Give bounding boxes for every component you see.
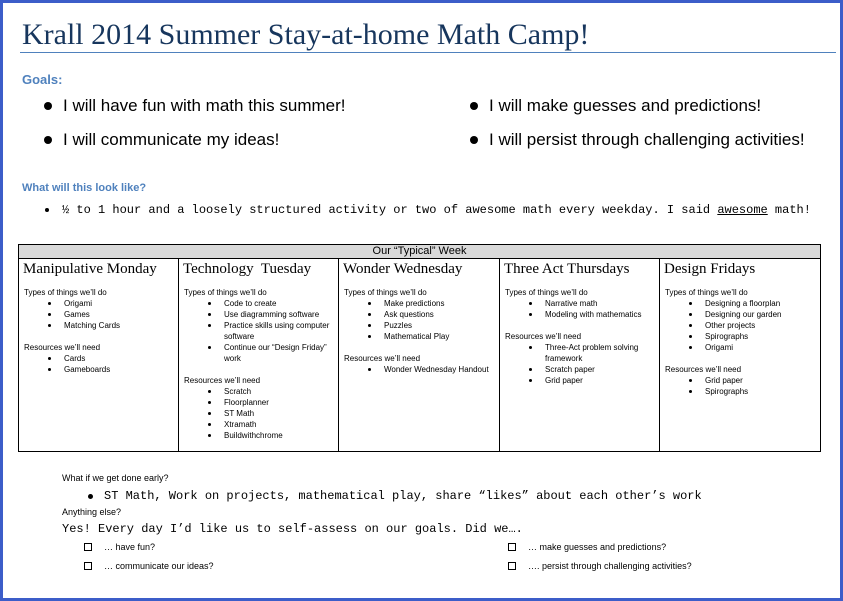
activity-item: Games	[64, 309, 174, 320]
checkbox[interactable]	[508, 562, 516, 570]
document-title: Krall 2014 Summer Stay-at-home Math Camp!	[22, 18, 590, 51]
activities-list	[545, 298, 655, 320]
self-check-label: … make guesses and predictions?	[528, 542, 667, 552]
activity-item: Puzzles	[384, 320, 494, 331]
resources-list	[545, 342, 655, 386]
resource-item: Buildwithchrome	[224, 430, 334, 441]
self-check-label: … communicate our ideas?	[104, 561, 214, 571]
goal-item	[470, 129, 805, 151]
bullet-icon	[44, 136, 52, 144]
activities-label: Types of things we’ll do	[184, 288, 267, 297]
anything-else-question: Anything else?	[62, 507, 122, 517]
resources-list	[64, 353, 174, 375]
resource-item: ST Math	[224, 408, 334, 419]
day-column-thursday	[500, 259, 660, 451]
resource-item: Xtramath	[224, 419, 334, 430]
self-check-item	[508, 541, 666, 553]
checkbox[interactable]	[84, 543, 92, 551]
activities-label: Types of things we’ll do	[665, 288, 748, 297]
self-check-item	[508, 560, 692, 572]
activity-item: Continue our “Design Friday” work	[224, 342, 334, 364]
activities-label: Types of things we’ll do	[344, 288, 427, 297]
activity-item: Make predictions	[384, 298, 494, 309]
bullet-icon	[44, 102, 52, 110]
day-title: Design Fridays	[664, 261, 756, 277]
look-like-text-end: math!	[767, 203, 811, 217]
resource-item: Three-Act problem solving framework	[545, 342, 655, 364]
resource-item: Wonder Wednesday Handout	[384, 364, 494, 375]
activity-item: Mathematical Play	[384, 331, 494, 342]
goal-item	[44, 95, 345, 117]
resources-list	[224, 386, 334, 441]
early-answer-text: ST Math, Work on projects, mathematical play, share “likes” about each other’s work	[104, 489, 702, 503]
activity-item: Matching Cards	[64, 320, 174, 331]
bullet-icon	[88, 494, 93, 499]
activity-item: Spirographs	[705, 331, 815, 342]
day-column-wednesday	[339, 259, 500, 451]
resources-label: Resources we’ll need	[505, 332, 582, 341]
look-like-heading: What will this look like?	[22, 182, 147, 194]
goal-text: I will have fun with math this summer!	[63, 96, 346, 115]
activity-item: Modeling with mathematics	[545, 309, 655, 320]
day-title: Three Act Thursdays	[504, 261, 630, 277]
resources-list	[705, 375, 815, 397]
table-body-row	[19, 259, 820, 451]
day-column-friday	[660, 259, 820, 451]
activity-item: Origami	[705, 342, 815, 353]
look-like-text-start: ½ to 1 hour and a loosely structured activity or two of awesome math every weekday. I said	[62, 203, 718, 217]
resources-label: Resources we’ll need	[344, 354, 421, 363]
activity-item: Other projects	[705, 320, 815, 331]
resource-item: Scratch	[224, 386, 334, 397]
resources-label: Resources we’ll need	[184, 376, 261, 385]
day-title: Manipulative Monday	[23, 261, 157, 277]
activity-item: Practice skills using computer software	[224, 320, 334, 342]
checkbox[interactable]	[508, 543, 516, 551]
goals-heading: Goals:	[22, 72, 63, 87]
activities-list	[705, 298, 815, 353]
look-like-bullet	[45, 202, 811, 218]
resource-item: Grid paper	[545, 375, 655, 386]
goal-item	[44, 129, 279, 151]
anything-else-answer: Yes! Every day I’d like us to self-assess on our goals. Did we….	[62, 522, 523, 536]
self-check-label: … have fun?	[104, 542, 156, 552]
typical-week-table	[18, 244, 821, 452]
emphasized-word: awesome	[717, 203, 768, 217]
resources-label: Resources we’ll need	[665, 365, 742, 374]
resources-label: Resources we’ll need	[24, 343, 101, 352]
day-column-monday	[19, 259, 179, 451]
bullet-icon	[45, 208, 49, 212]
activity-item: Code to create	[224, 298, 334, 309]
activity-item: Origami	[64, 298, 174, 309]
activity-item: Ask questions	[384, 309, 494, 320]
activity-item: Designing a floorplan	[705, 298, 815, 309]
resource-item: Floorplanner	[224, 397, 334, 408]
activities-list	[384, 298, 494, 342]
activity-item: Use diagramming software	[224, 309, 334, 320]
resource-item: Spirographs	[705, 386, 815, 397]
resources-list	[384, 364, 494, 375]
activities-list	[64, 298, 174, 331]
title-underline-rule	[20, 52, 836, 53]
activities-list	[224, 298, 334, 364]
self-check-label: …. persist through challenging activities?	[528, 561, 692, 571]
table-caption: Our “Typical” Week	[19, 245, 820, 259]
early-answer-bullet	[88, 488, 702, 504]
day-title: Wonder Wednesday	[343, 261, 463, 277]
bullet-icon	[470, 102, 478, 110]
goal-text: I will communicate my ideas!	[63, 130, 280, 149]
activities-label: Types of things we’ll do	[505, 288, 588, 297]
goal-text: I will persist through challenging activities!	[489, 130, 805, 149]
activity-item: Designing our garden	[705, 309, 815, 320]
goal-item	[470, 95, 761, 117]
resource-item: Scratch paper	[545, 364, 655, 375]
self-check-item	[84, 541, 155, 553]
day-title: Technology Tuesday	[183, 261, 312, 277]
resource-item: Gameboards	[64, 364, 174, 375]
early-question: What if we get done early?	[62, 473, 169, 483]
checkbox[interactable]	[84, 562, 92, 570]
resource-item: Grid paper	[705, 375, 815, 386]
activity-item: Narrative math	[545, 298, 655, 309]
activities-label: Types of things we’ll do	[24, 288, 107, 297]
look-like-text	[62, 202, 811, 218]
goal-text: I will make guesses and predictions!	[489, 96, 762, 115]
day-column-tuesday	[179, 259, 339, 451]
resource-item: Cards	[64, 353, 174, 364]
self-check-item	[84, 560, 214, 572]
bullet-icon	[470, 136, 478, 144]
